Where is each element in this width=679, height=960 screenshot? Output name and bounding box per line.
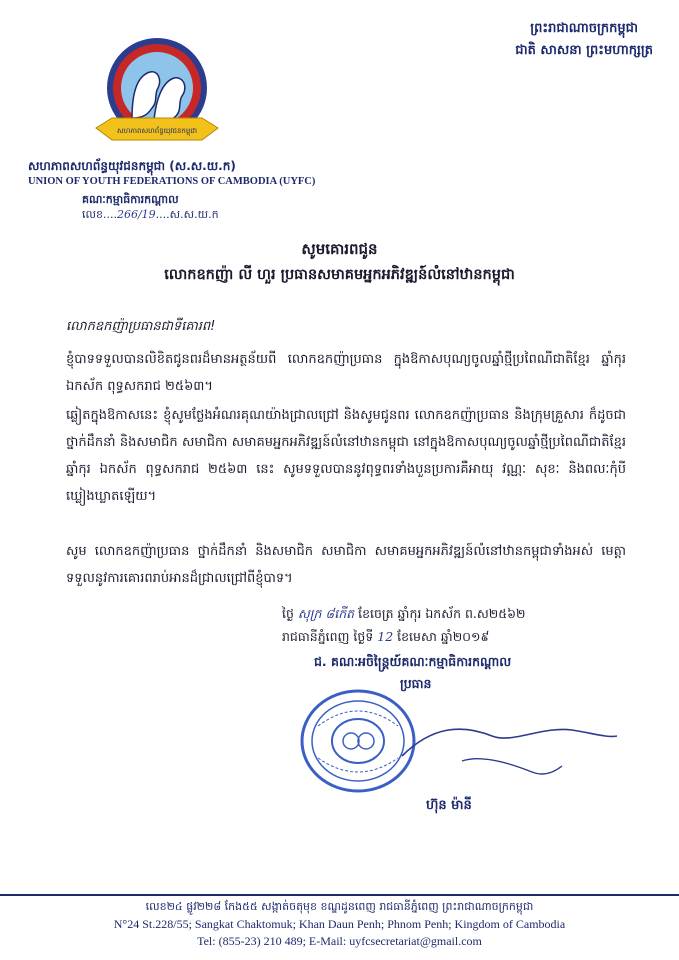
lunar-handwritten: សុក្រ ៨កើត [297, 606, 355, 621]
solar-prefix: រាជធានីភ្នំពេញ ថ្ងៃទី [282, 629, 374, 644]
ref-prefix: លេខ [82, 208, 103, 221]
committee-label: គណៈកម្មាធិការកណ្តាល [82, 193, 179, 206]
lunar-rest: ខែចេត្រ ឆ្នាំកុរ ឯកស័ក ព.ស២៥៦២ [358, 606, 526, 621]
recipient: លោកឧកញ៉ា លី ហួរ ប្រធានសមាគមអ្នកអភិវឌ្ឍន៍លំនៅឋានកម្ពុជា [164, 267, 515, 283]
salutation: សូមគោរពជូន [301, 240, 378, 258]
signer-title: ប្រធាន [400, 676, 432, 691]
handwritten-signature [392, 706, 622, 786]
greeting: លោកឧកញ៉ាប្រធានជាទីគោរព! [66, 319, 216, 334]
footer-address-kh: លេខ២៤ ផ្លូវ២២៨ កែង៥៥ សង្កាត់ចតុមុខ ខណ្ឌដូនពេញ រាជធានីភ្នំពេញ ព្រះរាជាណាចក្រកម្ពុជា [145, 900, 534, 913]
on-behalf-line: ជ. គណៈអចិន្ត្រៃយ៍គណៈកម្មាធិការកណ្តាល [314, 654, 512, 669]
kingdom-motto [515, 18, 653, 62]
paragraph-3: សូម លោកឧកញ៉ាប្រធាន ថ្នាក់ដឹកនាំ និងសមាជិក សមាជិកា សមាគមអ្នកអភិវឌ្ឍន៍លំនៅឋានកម្ពុជាទាំងអស់ មេត្តាទទួលនូវការគោរពរាប់អានដ៏ជ្រាលជ្រៅពីខ្ញុំបាទ។ [66, 544, 626, 586]
solar-day: 12 [377, 629, 394, 644]
signer-name: ហ៊ុន ម៉ានី [426, 798, 472, 813]
kingdom-line-1: ព្រះរាជាណាចក្រកម្ពុជា [530, 21, 638, 36]
footer-contact: Tel: (855-23) 210 489; E-Mail: uyfcsecretariat@gmail.com [197, 934, 482, 948]
lunar-date [282, 606, 632, 625]
paragraph-2: ឆ្លៀតក្នុងឱកាសនេះ ខ្ញុំសូមថ្លែងអំណរគុណយ៉ាងជ្រាលជ្រៅ និងសូមជូនពរ លោកឧកញ៉ាប្រធាន និងក្រុមគ្រួសារ ក៏ដូចជាថ្នាក់ដឹកនាំ និងសមាជិក សមាជិកា សមាគមអ្នកអភិវឌ្ឍន៍លំនៅឋានកម្ពុជា នៅក្នុងឱកាសបុណ្យចូលឆ្នាំថ្មីប្រពៃណីជាតិខ្មែរ ឆ្នាំកុរ ឯកស័ក ពុទ្ធសករាជ ២៥៦៣ នេះ សូមទទួលបាននូវពុទ្ធពរទាំងបួនប្រការគឺអាយុ វណ្ណៈ សុខៈ និងពលៈកុំបីឃ្លៀងឃ្លាតឡើយ។ [66, 408, 626, 504]
solar-rest: ខែមេសា ឆ្នាំ២០១៩ [397, 629, 490, 644]
kingdom-line-2: ជាតិ សាសនា ព្រះមហាក្សត្រ [515, 43, 653, 58]
solar-date [282, 629, 632, 648]
paragraph-1: ខ្ញុំបាទទទួលបានលិខិតជូនពរដ៏មានអត្ថន័យពី លោកឧកញ៉ាប្រធាន ក្នុងឱកាសបុណ្យចូលឆ្នាំថ្មីប្រពៃណីជាតិខ្មែរ ឆ្នាំកុរ ឯកស័ក ពុទ្ធសករាជ ២៥៦៣។ [66, 352, 626, 394]
footer-divider [0, 894, 679, 896]
uyfc-logo [92, 36, 222, 156]
org-name-en: UNION OF YOUTH FEDERATIONS OF CAMBODIA (UYFC) [28, 176, 316, 187]
org-name-kh: សហភាពសហព័ន្ធយុវជនកម្ពុជា (ស.ស.យ.ក) [28, 159, 236, 173]
ref-number: 266/19 [116, 208, 156, 221]
footer-address-en: N°24 St.228/55; Sangkat Chaktomuk; Khan Daun Penh; Phnom Penh; Kingdom of Cambodia [113, 917, 566, 931]
logo-banner-text: សហភាពសហព័ន្ធយុវជនកម្ពុជា [117, 127, 197, 135]
lunar-prefix: ថ្ងៃ [282, 606, 294, 621]
reference-number: លេខ....266/19....ស.ស.យ.ក [82, 208, 219, 221]
ref-suffix: ស.ស.យ.ក [169, 208, 219, 221]
